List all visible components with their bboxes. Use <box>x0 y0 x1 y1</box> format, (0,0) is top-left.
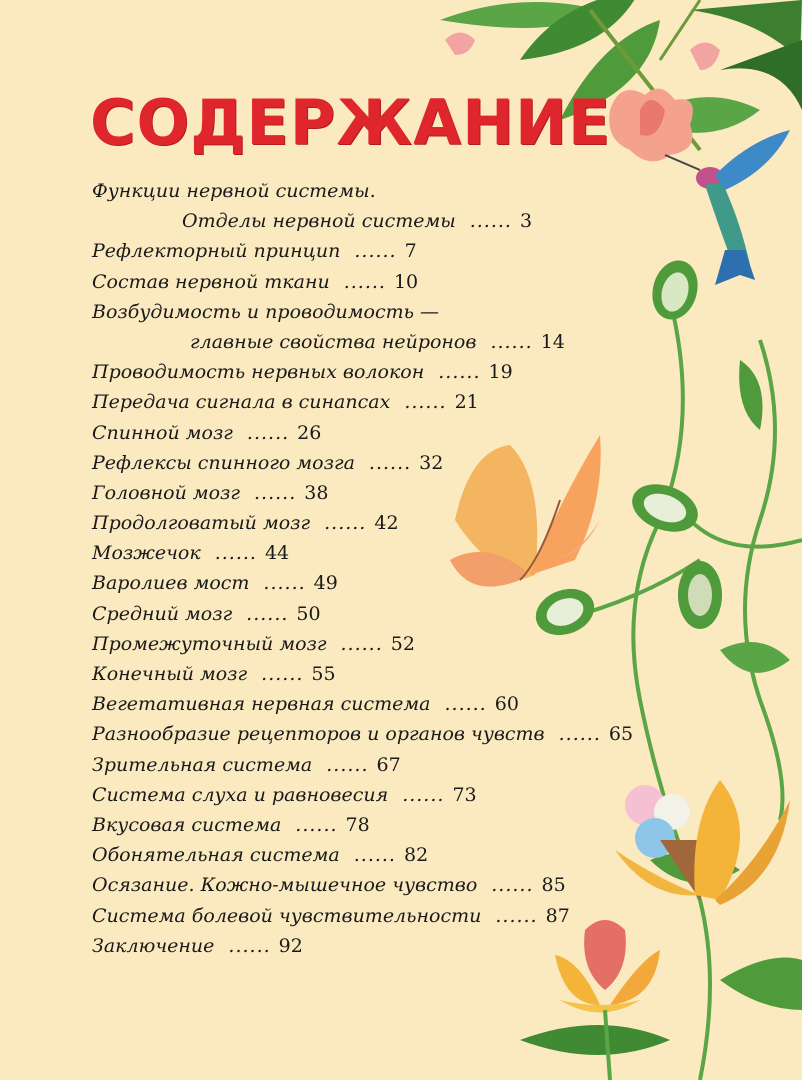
toc-page-number: 73 <box>452 783 477 806</box>
toc-line <box>92 870 692 900</box>
toc-page-number: 55 <box>311 663 336 685</box>
toc-leader-dots: ...... <box>353 844 396 867</box>
toc-leader-dots: ...... <box>261 663 304 685</box>
toc-line <box>92 478 692 508</box>
toc-line <box>92 659 692 689</box>
toc-line <box>92 719 692 749</box>
toc-page-number: 19 <box>488 361 513 384</box>
toc-leader-dots: ...... <box>324 512 367 535</box>
toc-page-number: 87 <box>545 904 570 927</box>
toc-line <box>92 267 692 297</box>
toc-line <box>92 599 692 629</box>
toc-line <box>92 810 692 840</box>
toc-page-number: 26 <box>297 421 322 444</box>
toc-entry-title: Функции нервной системы. <box>92 180 376 202</box>
toc-page-number: 92 <box>278 934 303 957</box>
toc-leader-dots: ...... <box>558 723 601 746</box>
toc-leader-dots: ...... <box>438 361 481 384</box>
toc-entry-title: Головной мозг <box>92 481 241 504</box>
toc-entry-title: Спинной мозг <box>92 421 233 444</box>
toc-leader-dots: ...... <box>295 813 338 836</box>
toc-leader-dots: ...... <box>343 270 386 293</box>
toc-line <box>92 840 692 870</box>
toc-entry-title: Обонятельная система <box>92 844 340 867</box>
toc-leader-dots: ...... <box>495 904 538 927</box>
toc-entry-title: Рефлексы спинного мозга <box>92 451 355 474</box>
toc-line <box>92 387 692 417</box>
toc-entry-title: Отделы нервной системы <box>182 210 456 233</box>
toc-entry-title: Вегетативная нервная система <box>92 693 431 716</box>
toc-page-number: 85 <box>541 874 566 897</box>
toc-leader-dots: ...... <box>354 240 397 263</box>
toc-entry-title: Заключение <box>92 934 215 957</box>
toc-line <box>92 176 692 206</box>
toc-line <box>92 931 692 961</box>
toc-line <box>92 538 692 568</box>
toc-entry-title: Вкусовая система <box>92 813 282 836</box>
toc-page-number: 42 <box>374 512 399 535</box>
toc-page-number: 3 <box>519 210 533 233</box>
toc-line <box>92 448 692 478</box>
toc-line <box>92 297 692 327</box>
toc-leader-dots: ...... <box>490 330 533 353</box>
toc-entry-title: Продолговатый мозг <box>92 512 311 535</box>
toc-leader-dots: ...... <box>368 451 412 474</box>
toc-leader-dots: ...... <box>263 572 306 595</box>
toc-leader-dots: ...... <box>469 210 512 233</box>
toc-page-number: 21 <box>454 391 479 414</box>
toc-page-number: 38 <box>304 481 329 504</box>
toc-line <box>92 327 692 357</box>
toc-entry-title: Проводимость нервных волокон <box>92 361 425 384</box>
toc-page-number: 10 <box>393 270 419 293</box>
toc-page-number: 65 <box>608 723 634 746</box>
toc-line <box>92 508 692 538</box>
toc-entry-title: главные свойства нейронов <box>190 330 477 353</box>
toc-entry-title: Состав нервной ткани <box>92 270 330 293</box>
toc-line <box>92 780 692 810</box>
toc-line <box>92 357 692 387</box>
toc-page-number: 52 <box>390 632 415 655</box>
toc-entry-title: Система болевой чувствительности <box>92 904 482 927</box>
toc-entry-title: Передача сигнала в синапсах <box>92 391 391 414</box>
toc-leader-dots: ...... <box>340 632 383 655</box>
toc-line <box>92 236 692 266</box>
toc-entry-title: Средний мозг <box>92 602 233 625</box>
toc-entry-title: Варолиев мост <box>92 572 250 595</box>
toc-entry-title: Разнообразие рецепторов и органов чувств <box>92 723 545 746</box>
toc-leader-dots: ...... <box>326 753 369 776</box>
toc-entry-title: Система слуха и равновесия <box>92 783 389 806</box>
toc-entry-title: Зрительная система <box>92 753 313 776</box>
toc-line <box>92 689 692 719</box>
toc-entry-title: Осязание. Кожно-мышечное чувство <box>92 874 478 897</box>
toc-page-number: 60 <box>494 693 519 716</box>
table-of-contents <box>92 176 692 961</box>
toc-leader-dots: ...... <box>402 783 445 806</box>
toc-entry-title: Промежуточный мозг <box>92 632 327 655</box>
toc-entry-title: Рефлекторный принцип <box>92 240 341 263</box>
toc-line <box>92 568 692 598</box>
toc-page-number: 44 <box>264 542 290 565</box>
toc-entry-title: Мозжечок <box>92 542 201 565</box>
toc-page-number: 78 <box>345 813 370 836</box>
toc-leader-dots: ...... <box>254 481 297 504</box>
toc-page-number: 7 <box>404 240 417 263</box>
toc-leader-dots: ...... <box>246 602 289 625</box>
page-title: СОДЕРЖАНИЕ <box>90 86 612 159</box>
toc-leader-dots: ...... <box>491 874 534 897</box>
toc-entry-title: Возбудимость и проводимость — <box>92 300 440 323</box>
toc-page-number: 50 <box>296 602 321 625</box>
toc-leader-dots: ...... <box>228 934 271 957</box>
toc-page-number: 32 <box>419 451 444 474</box>
toc-line <box>92 629 692 659</box>
toc-page-number: 14 <box>540 330 565 353</box>
toc-line <box>92 418 692 448</box>
toc-line <box>92 206 692 236</box>
toc-leader-dots: ...... <box>214 542 257 565</box>
toc-page-number: 82 <box>403 844 429 867</box>
toc-page-number: 49 <box>313 572 338 595</box>
toc-line <box>92 901 692 931</box>
toc-entry-title: Конечный мозг <box>92 663 248 685</box>
toc-leader-dots: ...... <box>246 421 290 444</box>
toc-leader-dots: ...... <box>444 693 487 716</box>
toc-page-number: 67 <box>376 753 401 776</box>
toc-leader-dots: ...... <box>404 391 447 414</box>
toc-line <box>92 750 692 780</box>
